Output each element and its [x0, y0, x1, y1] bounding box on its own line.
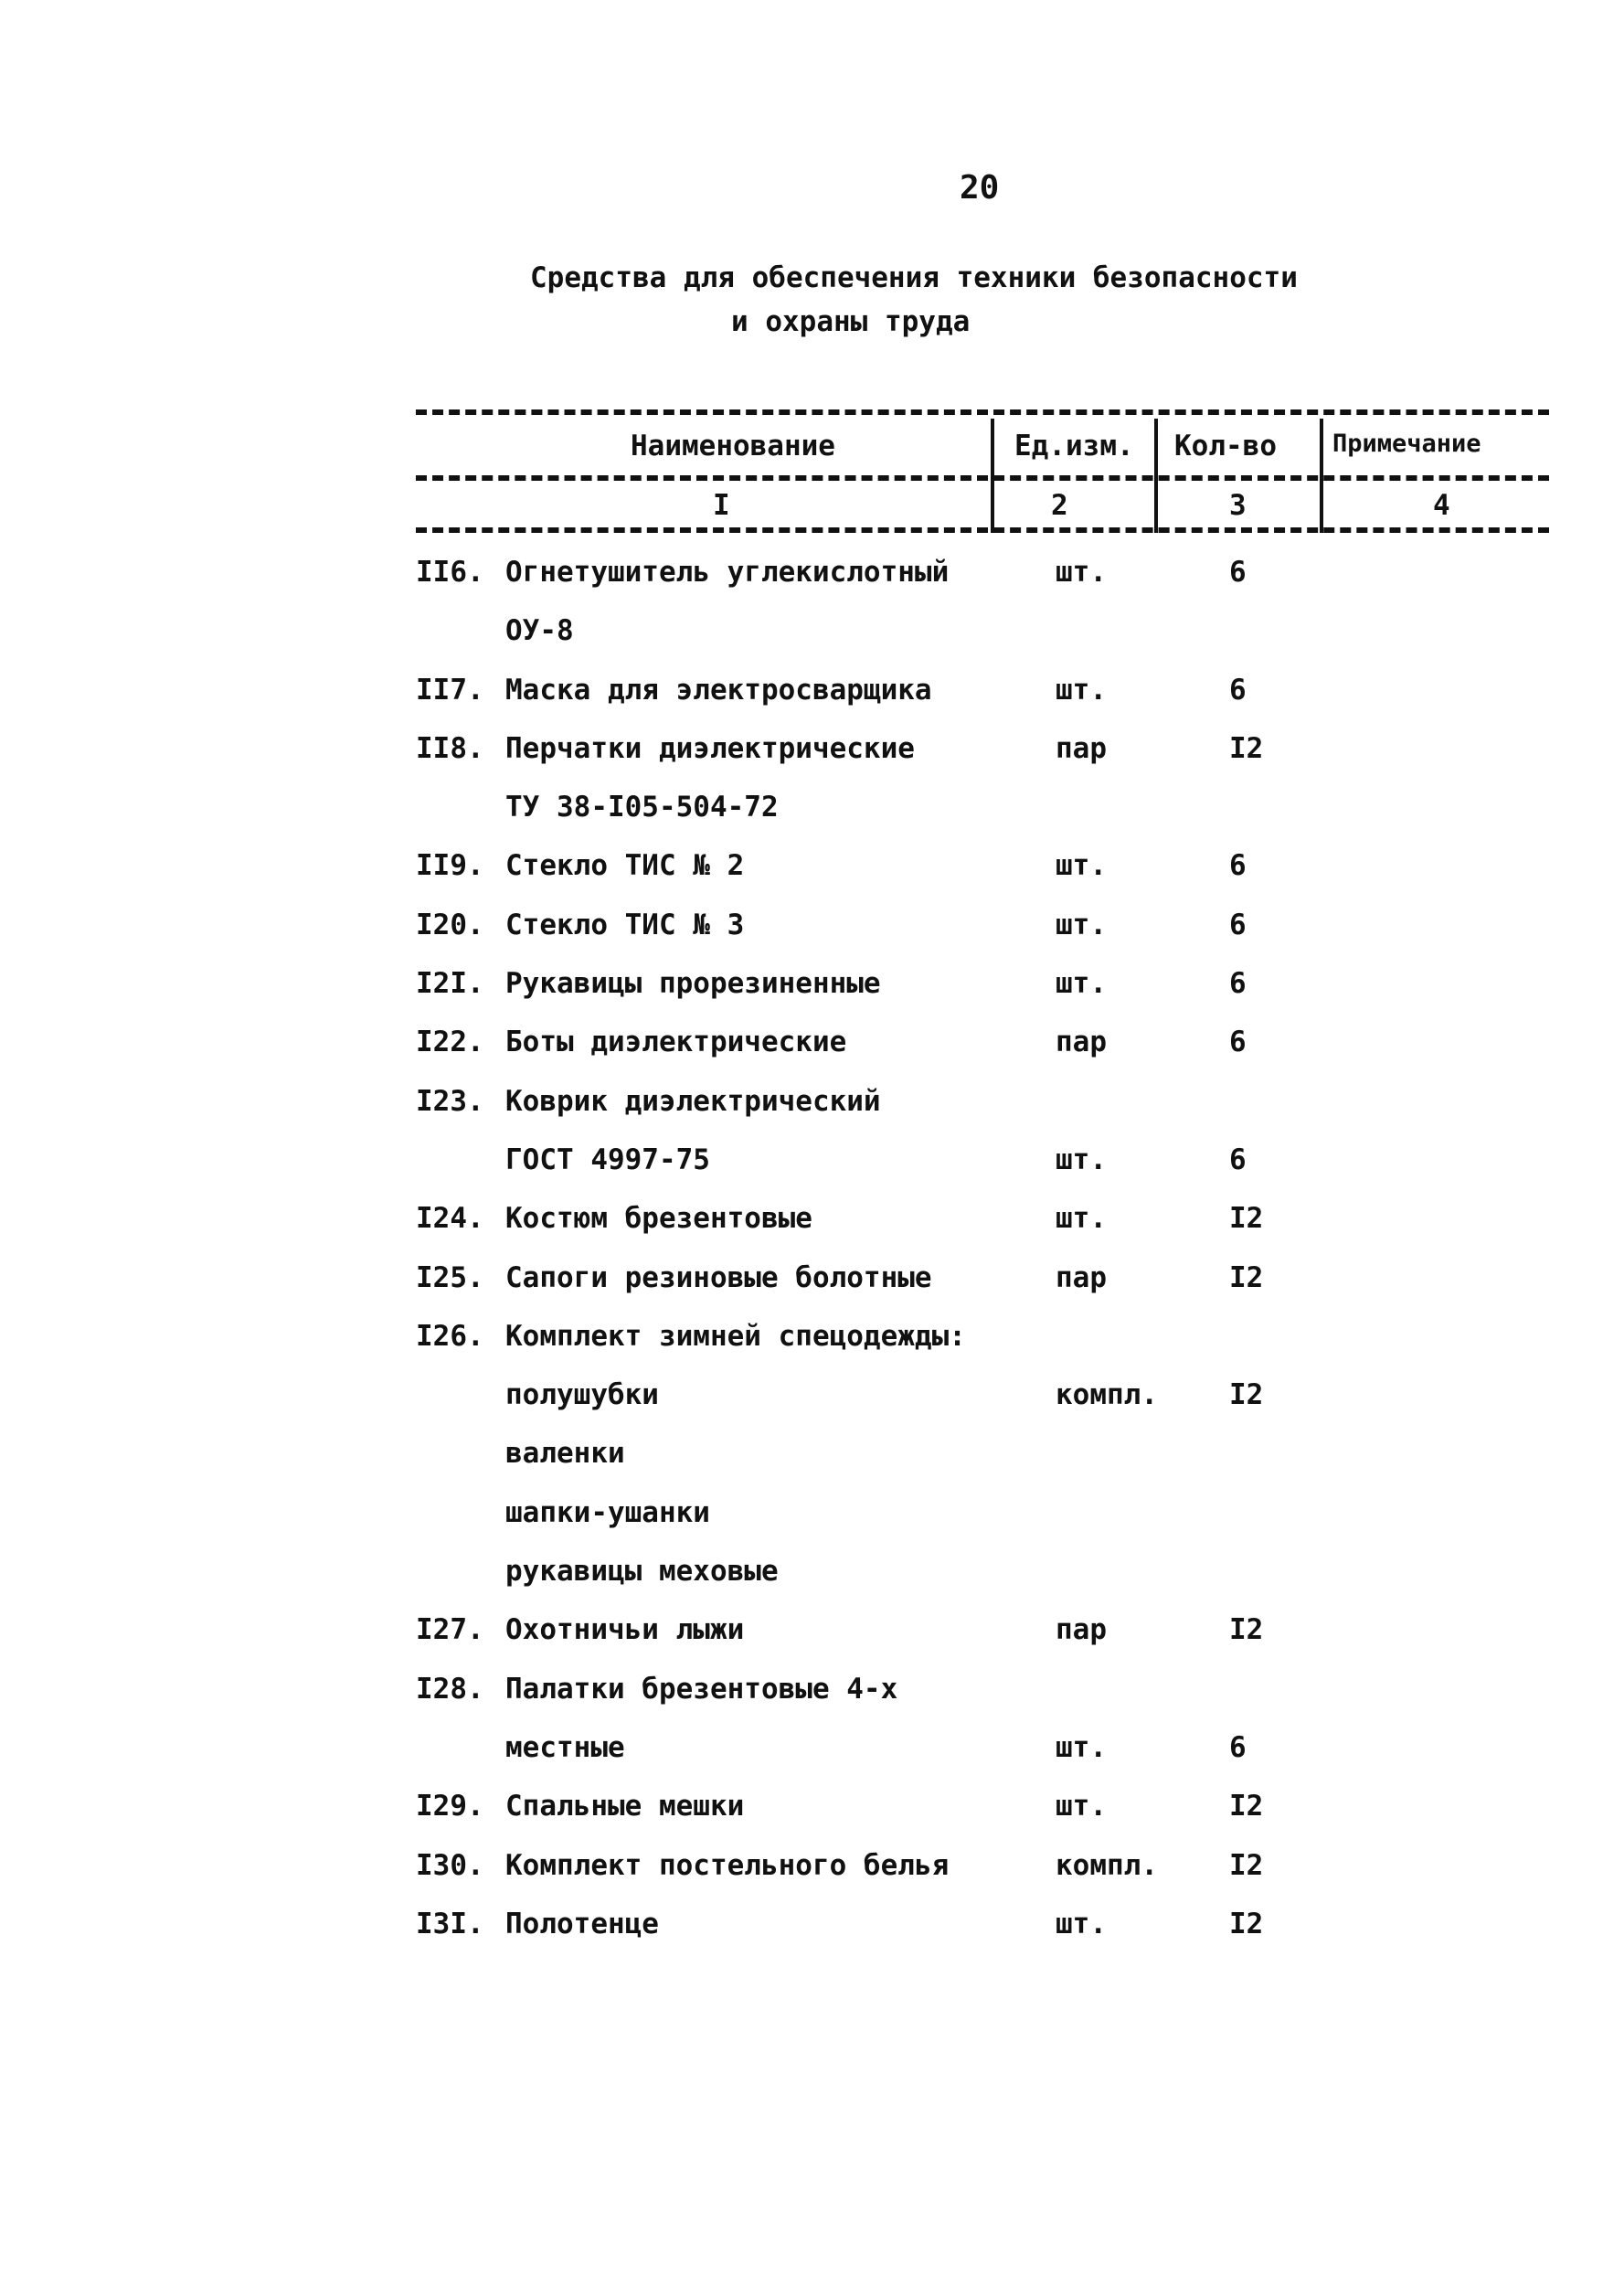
- item-name: Полотенце: [505, 1907, 659, 1940]
- item-quantity: I2: [1229, 1378, 1264, 1412]
- item-name: Комплект зимней спецодежды:: [505, 1319, 966, 1353]
- item-quantity: 6: [1229, 908, 1247, 941]
- item-quantity: 6: [1229, 556, 1247, 589]
- item-unit: компл.: [1056, 1848, 1158, 1882]
- item-name: Охотничьи лыжи: [505, 1613, 745, 1647]
- item-unit: шт.: [1056, 1730, 1107, 1764]
- item-unit: шт.: [1056, 967, 1107, 1001]
- col-number-4: 4: [1433, 489, 1450, 522]
- item-name: ТУ 38-I05-504-72: [505, 791, 779, 824]
- item-quantity: 6: [1229, 1026, 1247, 1059]
- col-number-2: 2: [1051, 489, 1068, 522]
- item-quantity: I2: [1229, 1260, 1264, 1294]
- title-line-1: Средства для обеспечения техники безопасности: [530, 261, 1298, 294]
- item-name: Перчатки диэлектрические: [505, 731, 915, 765]
- table-row: [416, 547, 1549, 605]
- item-quantity: I2: [1229, 1202, 1264, 1236]
- item-number: I27.: [416, 1613, 484, 1647]
- item-unit: шт.: [1056, 849, 1107, 883]
- item-number: I22.: [416, 1026, 484, 1059]
- table-row: [416, 1664, 1549, 1722]
- table-row: [416, 723, 1549, 781]
- item-name: Сапоги резиновые болотные: [505, 1260, 932, 1294]
- table-row: [416, 1134, 1549, 1193]
- item-unit: шт.: [1056, 1143, 1107, 1176]
- item-number: I26.: [416, 1319, 484, 1353]
- table-row: [416, 781, 1549, 840]
- item-name: Боты диэлектрические: [505, 1026, 847, 1059]
- item-number: I2I.: [416, 967, 484, 1001]
- page-title: [530, 256, 1389, 344]
- header-top-rule: [416, 409, 1549, 415]
- table-row: [416, 1311, 1549, 1369]
- item-quantity: 6: [1229, 849, 1247, 883]
- item-number: I20.: [416, 908, 484, 941]
- item-name: Комплект постельного белья: [505, 1848, 950, 1882]
- item-name: Маска для электросварщика: [505, 673, 932, 707]
- item-number: I28.: [416, 1672, 484, 1706]
- header-note: Примечание: [1332, 430, 1481, 458]
- header-name: Наименование: [631, 430, 835, 462]
- table-row: [416, 840, 1549, 898]
- header-qty: Кол-во: [1174, 430, 1277, 462]
- item-name: местные: [505, 1730, 625, 1764]
- table-row: [416, 1369, 1549, 1428]
- table-row: [416, 605, 1549, 664]
- item-unit: шт.: [1056, 1790, 1107, 1823]
- column-separator: [1320, 419, 1323, 533]
- item-name: рукавицы меховые: [505, 1555, 779, 1589]
- item-unit: шт.: [1056, 908, 1107, 941]
- table-row: [416, 1016, 1549, 1075]
- table-body: [416, 547, 1549, 1957]
- item-name: Костюм брезентовые: [505, 1202, 812, 1236]
- item-quantity: 6: [1229, 673, 1247, 707]
- table-row: [416, 1722, 1549, 1781]
- item-unit: компл.: [1056, 1378, 1158, 1412]
- table-row: [416, 664, 1549, 723]
- item-name: Палатки брезентовые 4-х: [505, 1672, 898, 1706]
- table-row: [416, 1604, 1549, 1663]
- item-unit: шт.: [1056, 1202, 1107, 1236]
- item-number: II7.: [416, 673, 484, 707]
- item-quantity: I2: [1229, 1613, 1264, 1647]
- table-row: [416, 1840, 1549, 1898]
- table-row: [416, 1546, 1549, 1604]
- item-name: полушубки: [505, 1378, 659, 1412]
- item-quantity: I2: [1229, 731, 1264, 765]
- title-line-2: и охраны труда: [731, 305, 971, 338]
- table-row: [416, 1193, 1549, 1251]
- item-quantity: 6: [1229, 1143, 1247, 1176]
- item-number: I24.: [416, 1202, 484, 1236]
- item-number: II9.: [416, 849, 484, 883]
- item-name: Коврик диэлектрический: [505, 1084, 881, 1118]
- column-separator: [991, 419, 994, 533]
- item-number: II6.: [416, 556, 484, 589]
- item-unit: пар: [1056, 1026, 1107, 1059]
- header-mid-rule: [416, 475, 1549, 481]
- item-quantity: I2: [1229, 1907, 1264, 1940]
- item-number: I30.: [416, 1848, 484, 1882]
- col-number-3: 3: [1229, 489, 1247, 522]
- item-name: Спальные мешки: [505, 1790, 745, 1823]
- item-quantity: 6: [1229, 1730, 1247, 1764]
- item-quantity: I2: [1229, 1848, 1264, 1882]
- item-number: I29.: [416, 1790, 484, 1823]
- item-number: I25.: [416, 1260, 484, 1294]
- item-unit: шт.: [1056, 1907, 1107, 1940]
- item-unit: пар: [1056, 731, 1107, 765]
- table-row: [416, 958, 1549, 1016]
- page-number: 20: [960, 169, 1000, 207]
- item-number: I3I.: [416, 1907, 484, 1940]
- item-unit: пар: [1056, 1613, 1107, 1647]
- item-number: I23.: [416, 1084, 484, 1118]
- table-row: [416, 1487, 1549, 1546]
- header-bottom-rule: [416, 527, 1549, 533]
- item-quantity: I2: [1229, 1790, 1264, 1823]
- item-name: Рукавицы прорезиненные: [505, 967, 881, 1001]
- item-name: шапки-ушанки: [505, 1495, 710, 1529]
- item-unit: шт.: [1056, 673, 1107, 707]
- item-unit: шт.: [1056, 556, 1107, 589]
- item-name: Стекло ТИС № 3: [505, 908, 745, 941]
- item-name: валенки: [505, 1437, 625, 1471]
- item-name: ГОСТ 4997-75: [505, 1143, 710, 1176]
- table-row: [416, 1898, 1549, 1957]
- table-row: [416, 899, 1549, 958]
- table-row: [416, 1076, 1549, 1134]
- item-name: Стекло ТИС № 2: [505, 849, 745, 883]
- table-row: [416, 1781, 1549, 1839]
- item-name: Огнетушитель углекислотный: [505, 556, 950, 589]
- header-unit: Ед.изм.: [1014, 430, 1134, 462]
- item-name: ОУ-8: [505, 614, 574, 648]
- item-quantity: 6: [1229, 967, 1247, 1001]
- column-separator: [1154, 419, 1158, 533]
- table-row: [416, 1252, 1549, 1311]
- item-unit: пар: [1056, 1260, 1107, 1294]
- col-number-1: I: [713, 489, 730, 522]
- table-row: [416, 1428, 1549, 1486]
- item-number: II8.: [416, 731, 484, 765]
